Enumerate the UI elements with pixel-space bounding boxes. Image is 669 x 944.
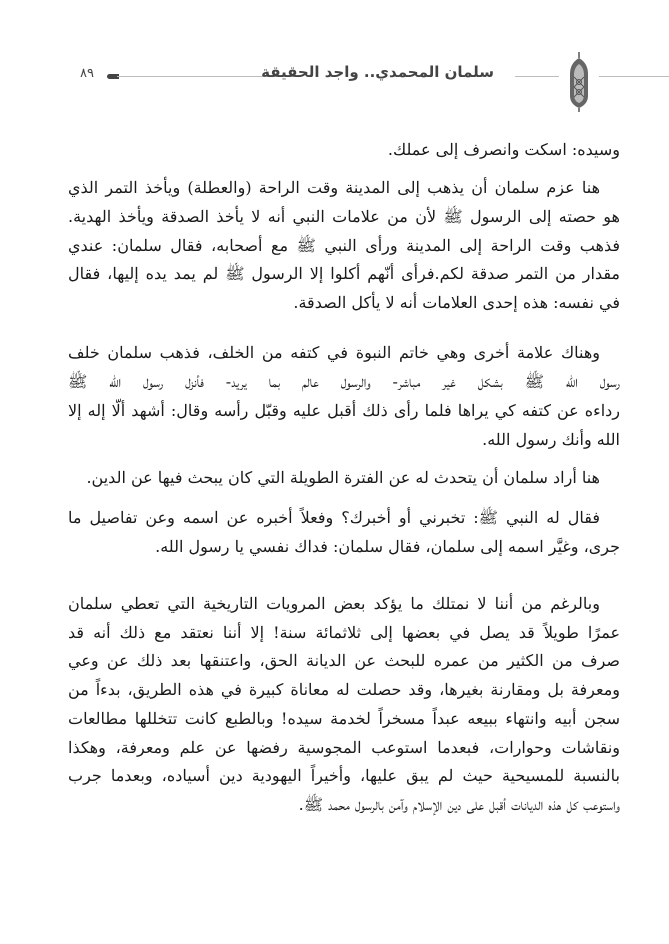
text-line: عمرًا طويلاً قد يصل في بعضها إلى ثلاثمائة سنة! إلا أننا نعتقد مع ذلك أنه قد <box>68 623 620 642</box>
text-line: مقدار من التمر صدقة لكم.فرأى أنّهم أكلوا إلا الرسول ﷺ لم يمد يده إليها، فقال <box>68 264 620 283</box>
text-line: وبالرغم من أننا لا نمتلك ما يؤكد بعض المرويات التاريخية التي تعطي سلمان <box>68 594 600 613</box>
text-line: هو حصته إلى الرسول ﷺ لأن من علامات النبي أنه لا يأخذ الصدقة ويأخذ الهدية. <box>68 207 620 226</box>
text-line: صرف من الكثير من عمره للبحث عن الديانة الحق، واعتنقها بعد ذلك عن وعي <box>68 651 620 670</box>
text-line: رداءه عن كتفه كي يراها فلما رأى ذلك أقبل عليه وقبّل رأسه وقال: أشهد ألّا إله إلا <box>68 401 620 420</box>
text-line: بالنسبة للمسيحية حيث لم يبق عليها، وأخيراً اليهودية دين أسياده، وبعدما جرب <box>68 766 620 785</box>
text-line: فقال له النبي ﷺ: تخبرني أو أخبرك؟ وفعلاً أخبره عن اسمه وعن تفاصيل ما <box>68 508 600 527</box>
text-line: فذهب وقت الراحة إلى المدينة ورأى النبي ﷺ مع أصحابه، فقال سلمان: عندي <box>68 236 620 255</box>
text-line: سجن أبيه وانتهاء ببيعه عبداً مسخراً لخدمة سيده! وبالطبع كانت تتخللها مطالعات <box>68 709 620 728</box>
text-line: في نفسه: هذه إحدى العلامات أنه لا يأكل الصدقة. <box>293 293 620 312</box>
text-line: هنا عزم سلمان أن يذهب إلى المدينة وقت الراحة (والعطلة) ويأخذ التمر الذي <box>68 178 600 197</box>
text-line: ومعرفة بل ومقارنة بغيرها، وقد حصلت له معاناة كبيرة في هذه الطريق، بدءاً من <box>68 680 620 699</box>
page-number: ٨٩ <box>80 66 94 81</box>
text-line: جرى، وغيَّر اسمه إلى سلمان، فقال سلمان: فداك نفسي يا رسول الله. <box>155 537 620 556</box>
text-line: الله وأنك رسول الله. <box>482 430 620 449</box>
text-line: وسيده: اسكت وانصرف إلى عملك. <box>387 140 620 159</box>
header-rule-right <box>599 76 669 77</box>
lantern-ornament-icon <box>567 52 591 112</box>
text-line: رسول الله ﷺ بشكل غير مباشر- والرسول عالم بما يريد- فأنزل رسول الله ﷺ <box>68 372 620 391</box>
running-title: سلمان المحمدي.. واجد الحقيقة <box>261 63 494 81</box>
text-line: هنا أراد سلمان أن يتحدث له عن الفترة الطويلة التي كان يبحث فيها عن الدين. <box>86 468 600 487</box>
text-line: واستوعب كل هذه الديانات أقبل على دين الإسلام وآمن بالرسول محمد ﷺ. <box>298 795 620 814</box>
text-line: ونقاشات وحوارات، فبعدما استوعب المجوسية رفضها عن علم ومعرفة، وهكذا <box>68 738 620 757</box>
header-rule-middle <box>515 76 559 77</box>
text-line: وهناك علامة أخرى وهي خاتم النبوة في كتفه من الخلف، فذهب سلمان خلف <box>68 343 600 362</box>
